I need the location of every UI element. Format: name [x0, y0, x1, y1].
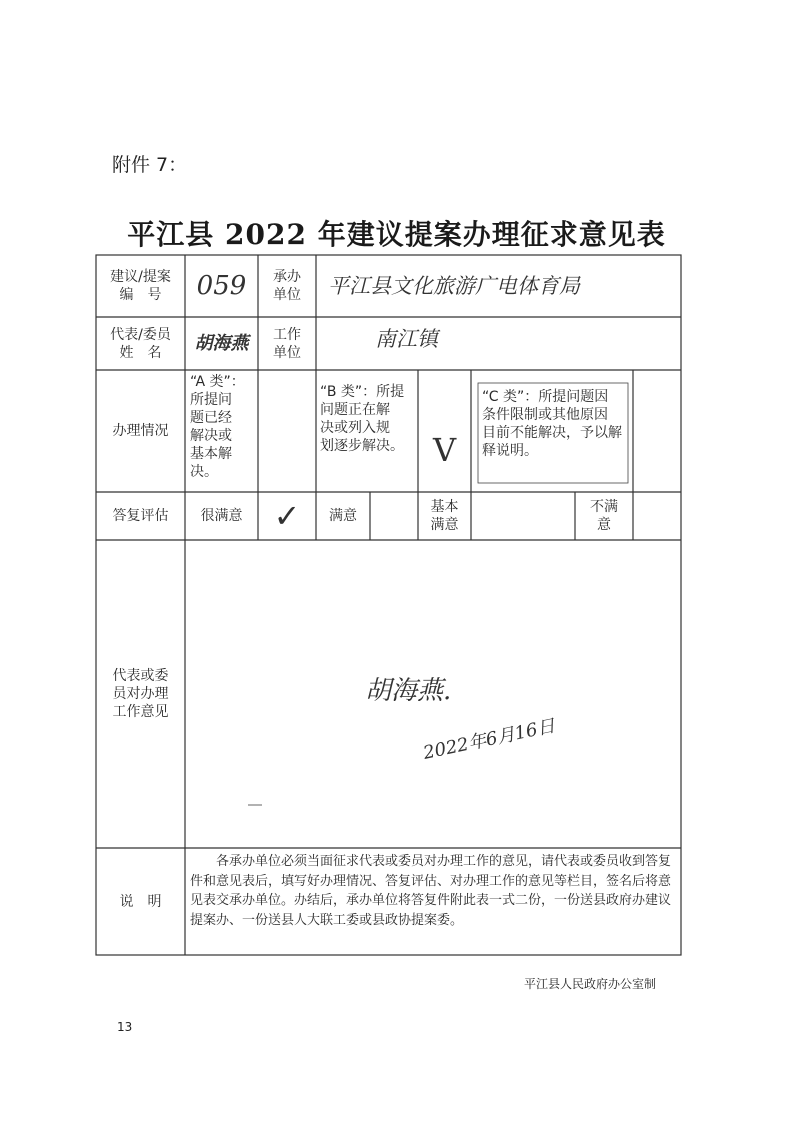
opinion-label: 代表或委 员对办理 工作意见: [112, 668, 169, 720]
issuer-footer: 平江县人民政府办公室制: [524, 977, 657, 991]
page-number: 13: [117, 1020, 133, 1034]
proposal-number-label: 建议/提案 编 号: [110, 269, 171, 303]
category-a-text: “A 类”： 所提问 题已经 解决或 基本解 决。: [190, 374, 245, 480]
representative-name-label: 代表/委员 姓 名: [110, 326, 171, 361]
category-b-text: “B 类”：所提 问题正在解 决或列入规 划逐步解决。: [320, 384, 405, 454]
attachment-label: 附件 7：: [112, 154, 188, 176]
basically-satisfied-label: 基本 满意: [430, 499, 459, 533]
handling-org-label: 承办 单位: [273, 269, 301, 303]
category-c-text: “C 类”：所提问题因 条件限制或其他原因 目前不能解决，予以解 释说明。: [482, 389, 622, 459]
signature-date: 2022年6月16日: [421, 715, 558, 764]
notes-text: 各承办单位必须当面征求代表或委员对办理工作的意见，请代表或委员收到答复件和意见表后，填写好办理情况、答复评估、对办理工作的意见等栏目，签名后将意见表交承办单位。办结后，承办单位将答复件附此表一式二份，一份送县政府办建议提案办、一份送县人大联工委或县政协提案委。: [190, 854, 672, 928]
proposal-number-value: 059: [196, 271, 247, 301]
very-satisfied-check: ✓: [273, 497, 301, 535]
notes-label: 说 明: [119, 893, 162, 910]
work-unit-label: 工作 单位: [273, 326, 301, 361]
work-unit-value: 南江镇: [375, 327, 438, 351]
very-satisfied-label: 很满意: [200, 508, 243, 524]
unsatisfied-label: 不满 意: [590, 499, 618, 533]
satisfied-label: 满意: [329, 508, 357, 524]
category-b-check: V: [432, 431, 457, 469]
representative-name-value: 胡海燕: [194, 332, 249, 354]
handling-org-value: 平江县文化旅游广电体育局: [328, 274, 580, 298]
form-title: 平江县 2022 年建议提案办理征求意见表: [127, 218, 666, 251]
handling-status-label: 办理情况: [112, 423, 169, 439]
signature: 胡海燕.: [365, 676, 452, 706]
reply-evaluation-label: 答复评估: [112, 508, 169, 524]
